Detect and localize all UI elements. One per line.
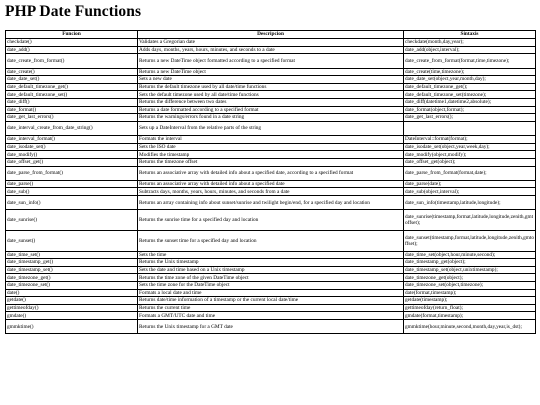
- description-cell: Returns an associative array with detailed info about a specified date, according to a specified format: [138, 166, 404, 180]
- table-row: [6, 68, 536, 76]
- syntax-cell: date_timestamp_set(object,unixtimestamp);: [404, 266, 536, 274]
- header-function: Funcion: [6, 31, 138, 39]
- description-cell: Sets the default timezone used by all date/time functions: [138, 91, 404, 99]
- description-cell: Returns date/time information of a timestamp or the current local date/time: [138, 297, 404, 305]
- function-name-cell: date_format(): [6, 106, 138, 114]
- description-cell: Returns the time zone of the given DateTime object: [138, 274, 404, 282]
- syntax-cell: date_timestamp_get(object);: [404, 259, 536, 267]
- table-row: [6, 114, 536, 122]
- syntax-cell: date_time_set(object,hour,minute,second);: [404, 251, 536, 259]
- function-name-cell: date_modify(): [6, 151, 138, 159]
- description-cell: Returns the warnings/errors found in a date string: [138, 114, 404, 122]
- function-name-cell: date_timezone_get(): [6, 274, 138, 282]
- table-row: [6, 312, 536, 320]
- table-row: [6, 320, 536, 334]
- syntax-cell: checkdate(month,day,year);: [404, 39, 536, 47]
- table-row: [6, 91, 536, 99]
- function-name-cell: date_offset_get(): [6, 158, 138, 166]
- description-cell: Returns a new DateTime object formatted according to a specified format: [138, 54, 404, 68]
- syntax-cell: gettimeofday(return_float);: [404, 304, 536, 312]
- table-row: [6, 76, 536, 84]
- description-cell: Returns the current time: [138, 304, 404, 312]
- description-cell: Formats the interval: [138, 136, 404, 144]
- description-cell: Validates a Gregorian date: [138, 39, 404, 47]
- table-row: [6, 54, 536, 68]
- function-name-cell: date_interval_create_from_date_string(): [6, 121, 138, 135]
- function-name-cell: date_sunset(): [6, 231, 138, 252]
- function-name-cell: date_timezone_set(): [6, 282, 138, 290]
- syntax-cell: [404, 121, 536, 135]
- function-name-cell: gmmktime(): [6, 320, 138, 334]
- description-cell: Sets a new date: [138, 76, 404, 84]
- syntax-cell: date_parse(date);: [404, 180, 536, 188]
- table-row: [6, 251, 536, 259]
- table-row: [6, 289, 536, 297]
- syntax-cell: date_sunrise(timestamp,format,latitude,longitude,zenith,gmtoffset);: [404, 210, 536, 231]
- description-cell: Sets the ISO date: [138, 143, 404, 151]
- table-row: [6, 83, 536, 91]
- description-cell: Formats a local date and time: [138, 289, 404, 297]
- syntax-cell: gmmktime(hour,minute,second,month,day,year,is_dst);: [404, 320, 536, 334]
- syntax-cell: date(format,timestamp);: [404, 289, 536, 297]
- description-cell: Adds days, months, years, hours, minutes, and seconds to a date: [138, 46, 404, 54]
- table-row: [6, 259, 536, 267]
- description-cell: Returns a date formatted according to a specified format: [138, 106, 404, 114]
- function-name-cell: date_parse_from_format(): [6, 166, 138, 180]
- function-name-cell: date_parse(): [6, 180, 138, 188]
- table-row: [6, 210, 536, 231]
- function-name-cell: date_interval_format(): [6, 136, 138, 144]
- table-row: [6, 188, 536, 196]
- syntax-cell: date_add(object,interval);: [404, 46, 536, 54]
- page-title: PHP Date Functions: [5, 3, 142, 20]
- syntax-cell: date_date_set(object,year,month,day);: [404, 76, 536, 84]
- function-name-cell: date_default_timezone_set(): [6, 91, 138, 99]
- syntax-cell: date_create_from_format(format,time,timezone);: [404, 54, 536, 68]
- function-name-cell: date_timestamp_get(): [6, 259, 138, 267]
- table-row: [6, 231, 536, 252]
- table-row: [6, 196, 536, 210]
- function-name-cell: gmdate(): [6, 312, 138, 320]
- table-row: [6, 282, 536, 290]
- function-name-cell: date(): [6, 289, 138, 297]
- syntax-cell: date_default_timezone_get();: [404, 83, 536, 91]
- header-row: [6, 31, 536, 39]
- function-name-cell: date_sunrise(): [6, 210, 138, 231]
- syntax-cell: date_parse_from_format(format,date);: [404, 166, 536, 180]
- description-cell: Sets the time zone for the DateTime object: [138, 282, 404, 290]
- function-name-cell: gettimeofday(): [6, 304, 138, 312]
- syntax-cell: DateInterval::format(format);: [404, 136, 536, 144]
- syntax-cell: date_default_timezone_set(timezone);: [404, 91, 536, 99]
- function-name-cell: date_time_set(): [6, 251, 138, 259]
- function-name-cell: date_isodate_set(): [6, 143, 138, 151]
- function-name-cell: date_get_last_errors(): [6, 114, 138, 122]
- description-cell: Returns an array containing info about sunset/sunrise and twilight begin/end, for a specified day and location: [138, 196, 404, 210]
- syntax-cell: date_format(object,format);: [404, 106, 536, 114]
- syntax-cell: date_timezone_set(object,timezone);: [404, 282, 536, 290]
- table-row: [6, 158, 536, 166]
- function-name-cell: date_sub(): [6, 188, 138, 196]
- table-row: [6, 121, 536, 135]
- table-row: [6, 297, 536, 305]
- table-row: [6, 180, 536, 188]
- syntax-cell: date_timezone_get(object);: [404, 274, 536, 282]
- description-cell: Returns the default timezone used by all date/time functions: [138, 83, 404, 91]
- function-name-cell: date_date_set(): [6, 76, 138, 84]
- table-row: [6, 304, 536, 312]
- functions-table: [5, 30, 536, 334]
- description-cell: Sets the date and time based on a Unix timestamp: [138, 266, 404, 274]
- function-name-cell: date_create(): [6, 68, 138, 76]
- syntax-cell: date_isodate_set(object,year,week,day);: [404, 143, 536, 151]
- table-row: [6, 98, 536, 106]
- description-cell: Returns a new DateTime object: [138, 68, 404, 76]
- table-row: [6, 274, 536, 282]
- syntax-cell: date_modify(object,modify);: [404, 151, 536, 159]
- function-name-cell: date_sun_info(): [6, 196, 138, 210]
- header-description: Descripcion: [138, 31, 404, 39]
- syntax-cell: date_sun_info(timestamp,latitude,longitude);: [404, 196, 536, 210]
- syntax-cell: getdate(timestamp);: [404, 297, 536, 305]
- table-row: [6, 143, 536, 151]
- syntax-cell: date_sunset(timestamp,format,latitude,longitude,zenith,gmtoffset);: [404, 231, 536, 252]
- description-cell: Returns the timezone offset: [138, 158, 404, 166]
- function-name-cell: date_diff(): [6, 98, 138, 106]
- header-syntax: Sintaxis: [404, 31, 536, 39]
- description-cell: Returns the sunrise time for a specified day and location: [138, 210, 404, 231]
- syntax-cell: gmdate(format,timestamp);: [404, 312, 536, 320]
- function-name-cell: getdate(): [6, 297, 138, 305]
- table-header: [6, 31, 536, 39]
- table-row: [6, 166, 536, 180]
- table-row: [6, 46, 536, 54]
- description-cell: Returns the difference between two dates: [138, 98, 404, 106]
- table-row: [6, 151, 536, 159]
- description-cell: Sets up a DateInterval from the relative parts of the string: [138, 121, 404, 135]
- table-row: [6, 136, 536, 144]
- description-cell: Returns the sunset time for a specified day and location: [138, 231, 404, 252]
- description-cell: Modifies the timestamp: [138, 151, 404, 159]
- syntax-cell: date_offset_get(object);: [404, 158, 536, 166]
- description-cell: Formats a GMT/UTC date and time: [138, 312, 404, 320]
- table-row: [6, 39, 536, 47]
- table-row: [6, 266, 536, 274]
- function-name-cell: date_create_from_format(): [6, 54, 138, 68]
- description-cell: Returns the Unix timestamp for a GMT date: [138, 320, 404, 334]
- description-cell: Sets the time: [138, 251, 404, 259]
- table-body: [6, 39, 536, 334]
- table-row: [6, 106, 536, 114]
- syntax-cell: date_get_last_errors();: [404, 114, 536, 122]
- function-name-cell: checkdate(): [6, 39, 138, 47]
- description-cell: Returns the Unix timestamp: [138, 259, 404, 267]
- description-cell: Subtracts days, months, years, hours, minutes, and seconds from a date: [138, 188, 404, 196]
- function-name-cell: date_timestamp_set(): [6, 266, 138, 274]
- syntax-cell: date_create(time,timezone);: [404, 68, 536, 76]
- function-name-cell: date_add(): [6, 46, 138, 54]
- function-name-cell: date_default_timezone_get(): [6, 83, 138, 91]
- syntax-cell: date_sub(object,interval);: [404, 188, 536, 196]
- syntax-cell: date_diff(datetime1,datetime2,absolute);: [404, 98, 536, 106]
- description-cell: Returns an associative array with detailed info about a specified date: [138, 180, 404, 188]
